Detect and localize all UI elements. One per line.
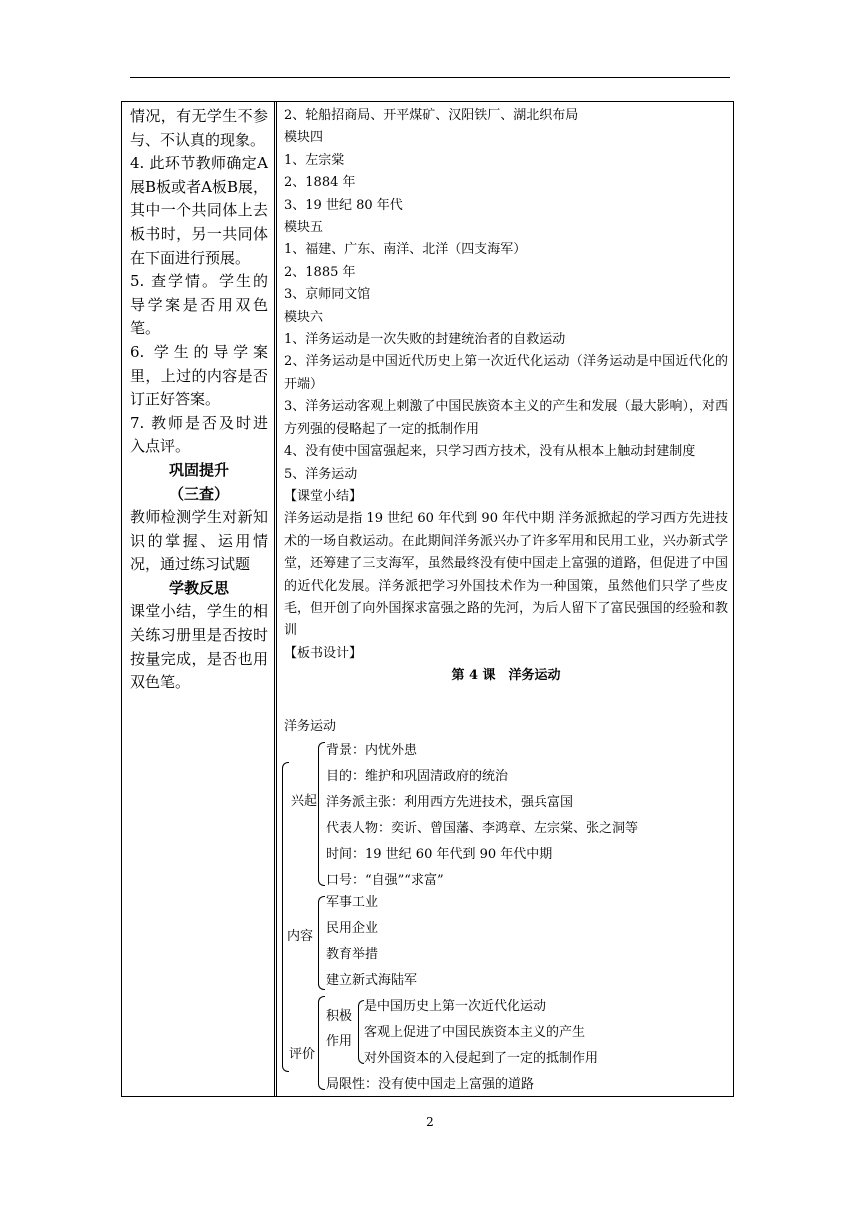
summary-heading: 【课堂小结】 [284, 488, 363, 504]
branch-content: 内容 [287, 929, 314, 944]
content-brace [318, 896, 325, 990]
page-number: 2 [426, 1115, 434, 1129]
content-item: 建立新式海陆军 [326, 973, 418, 988]
left-paragraph-2: 4. 此环节教师确定A展B板或者A板B展，其中一个共同体上去板书时，另一共同体在下面进行预展。 [130, 154, 268, 267]
answer-line: 2、1884 年 [284, 175, 356, 191]
answer-line: 4、没有使中国富强起来，只学习西方技术，没有从根本上触动封建制度 [284, 444, 696, 460]
answer-line: 1、福建、广东、南洋、北洋（四支海军） [284, 242, 527, 258]
answer-line: 1、洋务运动是一次失败的封建统治者的自救运动 [284, 332, 566, 348]
left-paragraph-7: 课堂小结，学生的相关练习册里是否按时按量完成，是否也用双色笔。 [130, 602, 268, 692]
answer-line: 2、1885 年 [284, 264, 356, 280]
header-rule [130, 77, 730, 78]
rise-item: 口号：“自强”“求富” [326, 873, 444, 888]
positive-label-top: 积极 [326, 1009, 353, 1024]
section-heading-reflection: 学教反思 [168, 578, 229, 597]
rise-item: 洋务派主张：利用西方先进技术，强兵富国 [326, 795, 574, 810]
rise-item: 代表人物：奕䜣、曾国藩、李鸿章、左宗棠、张之洞等 [326, 821, 639, 836]
section-heading-consolidate: 巩固提升 [168, 460, 229, 479]
positive-item: 是中国历史上第一次近代化运动 [364, 999, 547, 1014]
board-heading: 【板书设计】 [284, 645, 363, 661]
column-divider [274, 102, 277, 1096]
positive-item: 对外国资本的入侵起到了一定的抵制作用 [364, 1051, 599, 1066]
answer-line: 2、轮船招商局、开平煤矿、汉阳铁厂、湖北织布局 [284, 108, 579, 123]
content-item: 军事工业 [326, 895, 379, 910]
branch-eval: 评价 [289, 1047, 316, 1062]
answer-line: 3、洋务运动客观上刺激了中国民族资本主义的产生和发展（最大影响），对西方列强的侵略起了一定的抵制作用 [284, 399, 728, 437]
module-heading: 模块四 [284, 130, 324, 146]
left-paragraph-4: 6. 学生的导学案里，上过的内容是否订正好答案。 [130, 342, 268, 409]
section-heading-three-checks: （三查） [168, 484, 229, 503]
left-paragraph-1: 情况，有无学生不参与、不认真的现象。 [130, 107, 268, 149]
answer-line: 3、京师同文馆 [284, 287, 371, 303]
answer-line: 2、洋务运动是中国近代历史上第一次近代化运动（洋务运动是中国近代化的开端） [284, 354, 728, 392]
lesson-table [121, 101, 734, 1097]
answer-line: 1、左宗棠 [284, 152, 345, 168]
positive-item: 客观上促进了中国民族资本主义的产生 [364, 1025, 586, 1040]
rise-item: 目的：维护和巩固清政府的统治 [326, 769, 509, 784]
branch-rise: 兴起 [291, 794, 318, 809]
content-item: 教育举措 [326, 947, 379, 962]
module-heading: 模块五 [284, 220, 324, 236]
left-paragraph-3: 5. 查学情。学生的导学案是否用双色笔。 [130, 272, 268, 338]
left-paragraph-6: 教师检测学生对新知识的掌握、运用情况，通过练习试题 [130, 508, 268, 574]
summary-text: 洋务运动是指 19 世纪 60 年代到 90 年代中期 洋务派掀起的学习西方先进技术的一场自救运动。在此期间洋务派兴办了许多军用和民用工业，兴办新式学堂，还筹建了三支海军，虽然最终没有使中国走上富强的道路，但促进了中国的近代化发展。洋务派把学习外国技术作为一种国策，虽然他们只学了些皮毛，但开创了向外国探求富强之路的先河，为后人留下了富民强国的经验和教训 [284, 511, 728, 639]
board-root: 洋务运动 [284, 719, 337, 734]
answer-line: 3、19 世纪 80 年代 [284, 197, 403, 213]
eval-brace [318, 996, 325, 1090]
outer-brace [282, 762, 289, 1072]
answer-line: 5、洋务运动 [284, 466, 358, 482]
content-item: 民用企业 [326, 921, 379, 936]
left-paragraph-5: 7. 教师是否及时进入点评。 [130, 413, 268, 456]
limitation-item: 局限性：没有使中国走上富强的道路 [326, 1077, 535, 1092]
rise-brace [318, 742, 325, 886]
module-heading: 模块六 [284, 309, 324, 325]
rise-item: 时间：19 世纪 60 年代到 90 年代中期 [326, 847, 553, 862]
board-title: 第 4 课 洋务运动 [451, 668, 561, 684]
positive-label-bottom: 作用 [326, 1034, 353, 1049]
left-column [130, 105, 268, 695]
rise-item: 背景：内忧外患 [326, 743, 418, 758]
right-column [284, 105, 728, 688]
